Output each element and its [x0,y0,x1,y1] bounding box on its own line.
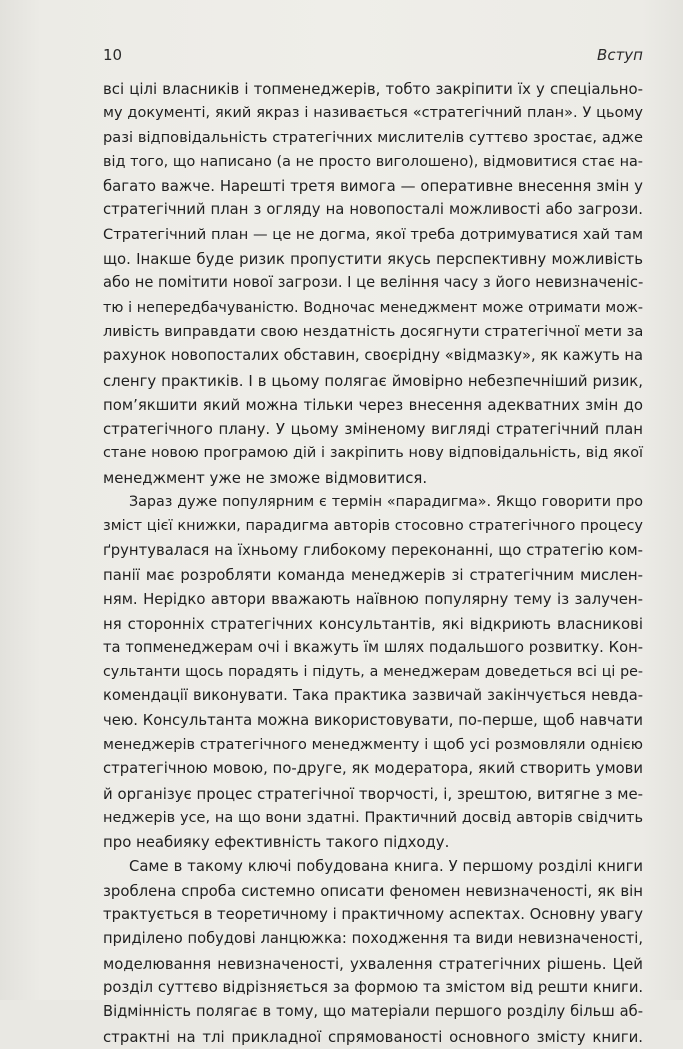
running-title: Вступ [597,46,643,64]
text-line: або не помітити нової загрози. І це веління часу з його невизначеніс- [103,274,644,292]
text-line: стратегічною мовою, по-друге, як модератора, який створить умови [103,760,643,778]
text-line: неджерів усе, на що вони здатні. Практичний досвід авторів свідчить [103,809,643,826]
text-line: ням. Нерідко автори вважають наївною популярну тему із залучен- [103,590,643,609]
text-line: від того, що написано (а не просто виголошено), відмовитися стає на- [103,153,643,170]
text-line: чею. Консультанта можна використовувати, по-перше, щоб навчати [103,711,643,729]
text-line: що. Інакше буде ризик пропустити якусь перспективну можливість [103,250,643,269]
text-line: зроблена спроба системно описати феномен невизначеності, як він [103,881,643,900]
text-line: Стратегічний план — це не догма, якої треба дотримуватися хай там [103,225,643,243]
text-line: про неабияку ефективність такого підходу. [103,833,450,852]
text-line: й організує процес стратегічної творчості, і, зрештою, витягне з ме- [103,784,643,803]
body-text [103,77,643,1049]
text-line: розділ суттєво відрізняється за формою та змістом від решти книги. [103,978,644,996]
text-line: стратегічний план з огляду на новопосталі можливості або загрози. [103,201,643,219]
text-line: ливість виправдати свою нездатність досягнути стратегічної мети за [103,322,644,340]
text-line: Зараз дуже популярним є термін «парадигма». Якщо говорити про [129,494,643,511]
text-line: та топменеджерам очі і вкажуть їм шлях подальшого розвитку. Кон- [103,638,643,656]
text-line: рахунок новопосталих обставин, своєрідну «відмазку», як кажуть на [103,347,644,365]
text-line: сультанти щось порадять і підуть, а менеджерам доведеться всі ці ре- [103,664,643,681]
page-header [103,46,643,68]
text-line: комендації виконувати. Така практика зазвичай закінчується невда- [103,687,643,705]
text-line: панії має розробляти команда менеджерів зі стратегічним мислен- [103,565,643,584]
text-line: багато важче. Нарешті третя вимога — оперативне внесення змін у [103,177,643,196]
text-line: тю і непередбачуваністю. Водночас менеджмент може отримати мож- [103,299,643,316]
text-line: Саме в такому ключі побудована книга. У першому розділі книги [129,857,643,875]
page-number: 10 [103,46,123,64]
text-line: ґрунтувалася на їхньому глибокому переконанні, що стратегію ком- [103,541,643,559]
text-line: менеджмент уже не зможе відмовитися. [103,468,428,487]
text-line: страктні на тлі прикладної спрямованості основного змісту книги. [103,1027,643,1046]
text-line: менеджерів стратегічного менеджменту і щоб усі розмовляли однією [103,737,643,754]
text-line: сленгу практиків. І в цьому полягає ймовірно небезпечніший ризик, [103,371,643,390]
text-line: пом’якшити який можна тільки через внесення адекватних змін до [103,395,643,414]
text-line: стратегічного плану. У цьому зміненому вигляді стратегічний план [103,420,643,439]
text-line: разі відповідальність стратегічних мислителів суттєво зростає, адже [103,128,643,146]
text-line: му документі, який якраз і називається «стратегічний план». У цьому [103,105,643,122]
text-line: трактується в теоретичному і практичному аспектах. Основну увагу [103,906,644,924]
text-line: Відмінність полягає в тому, що матеріали першого розділу більш аб- [103,1003,643,1021]
text-line: зміст цієї книжки, парадигма авторів стосовно стратегічного процесу [103,518,643,535]
text-line: ня сторонніх стратегічних консультантів, які відкриють власникові [103,614,643,633]
text-line: стане новою програмою дій і закріпить нову відповідальність, від якої [103,445,643,462]
text-line: моделювання невизначеності, ухвалення стратегічних рішень. Цей [103,954,643,973]
text-line: приділено побудові ланцюжка: походження та види невизначеності, [103,930,643,948]
text-line: всі цілі власників і топменеджерів, тобто закріпити їх у спеціально- [103,80,643,98]
